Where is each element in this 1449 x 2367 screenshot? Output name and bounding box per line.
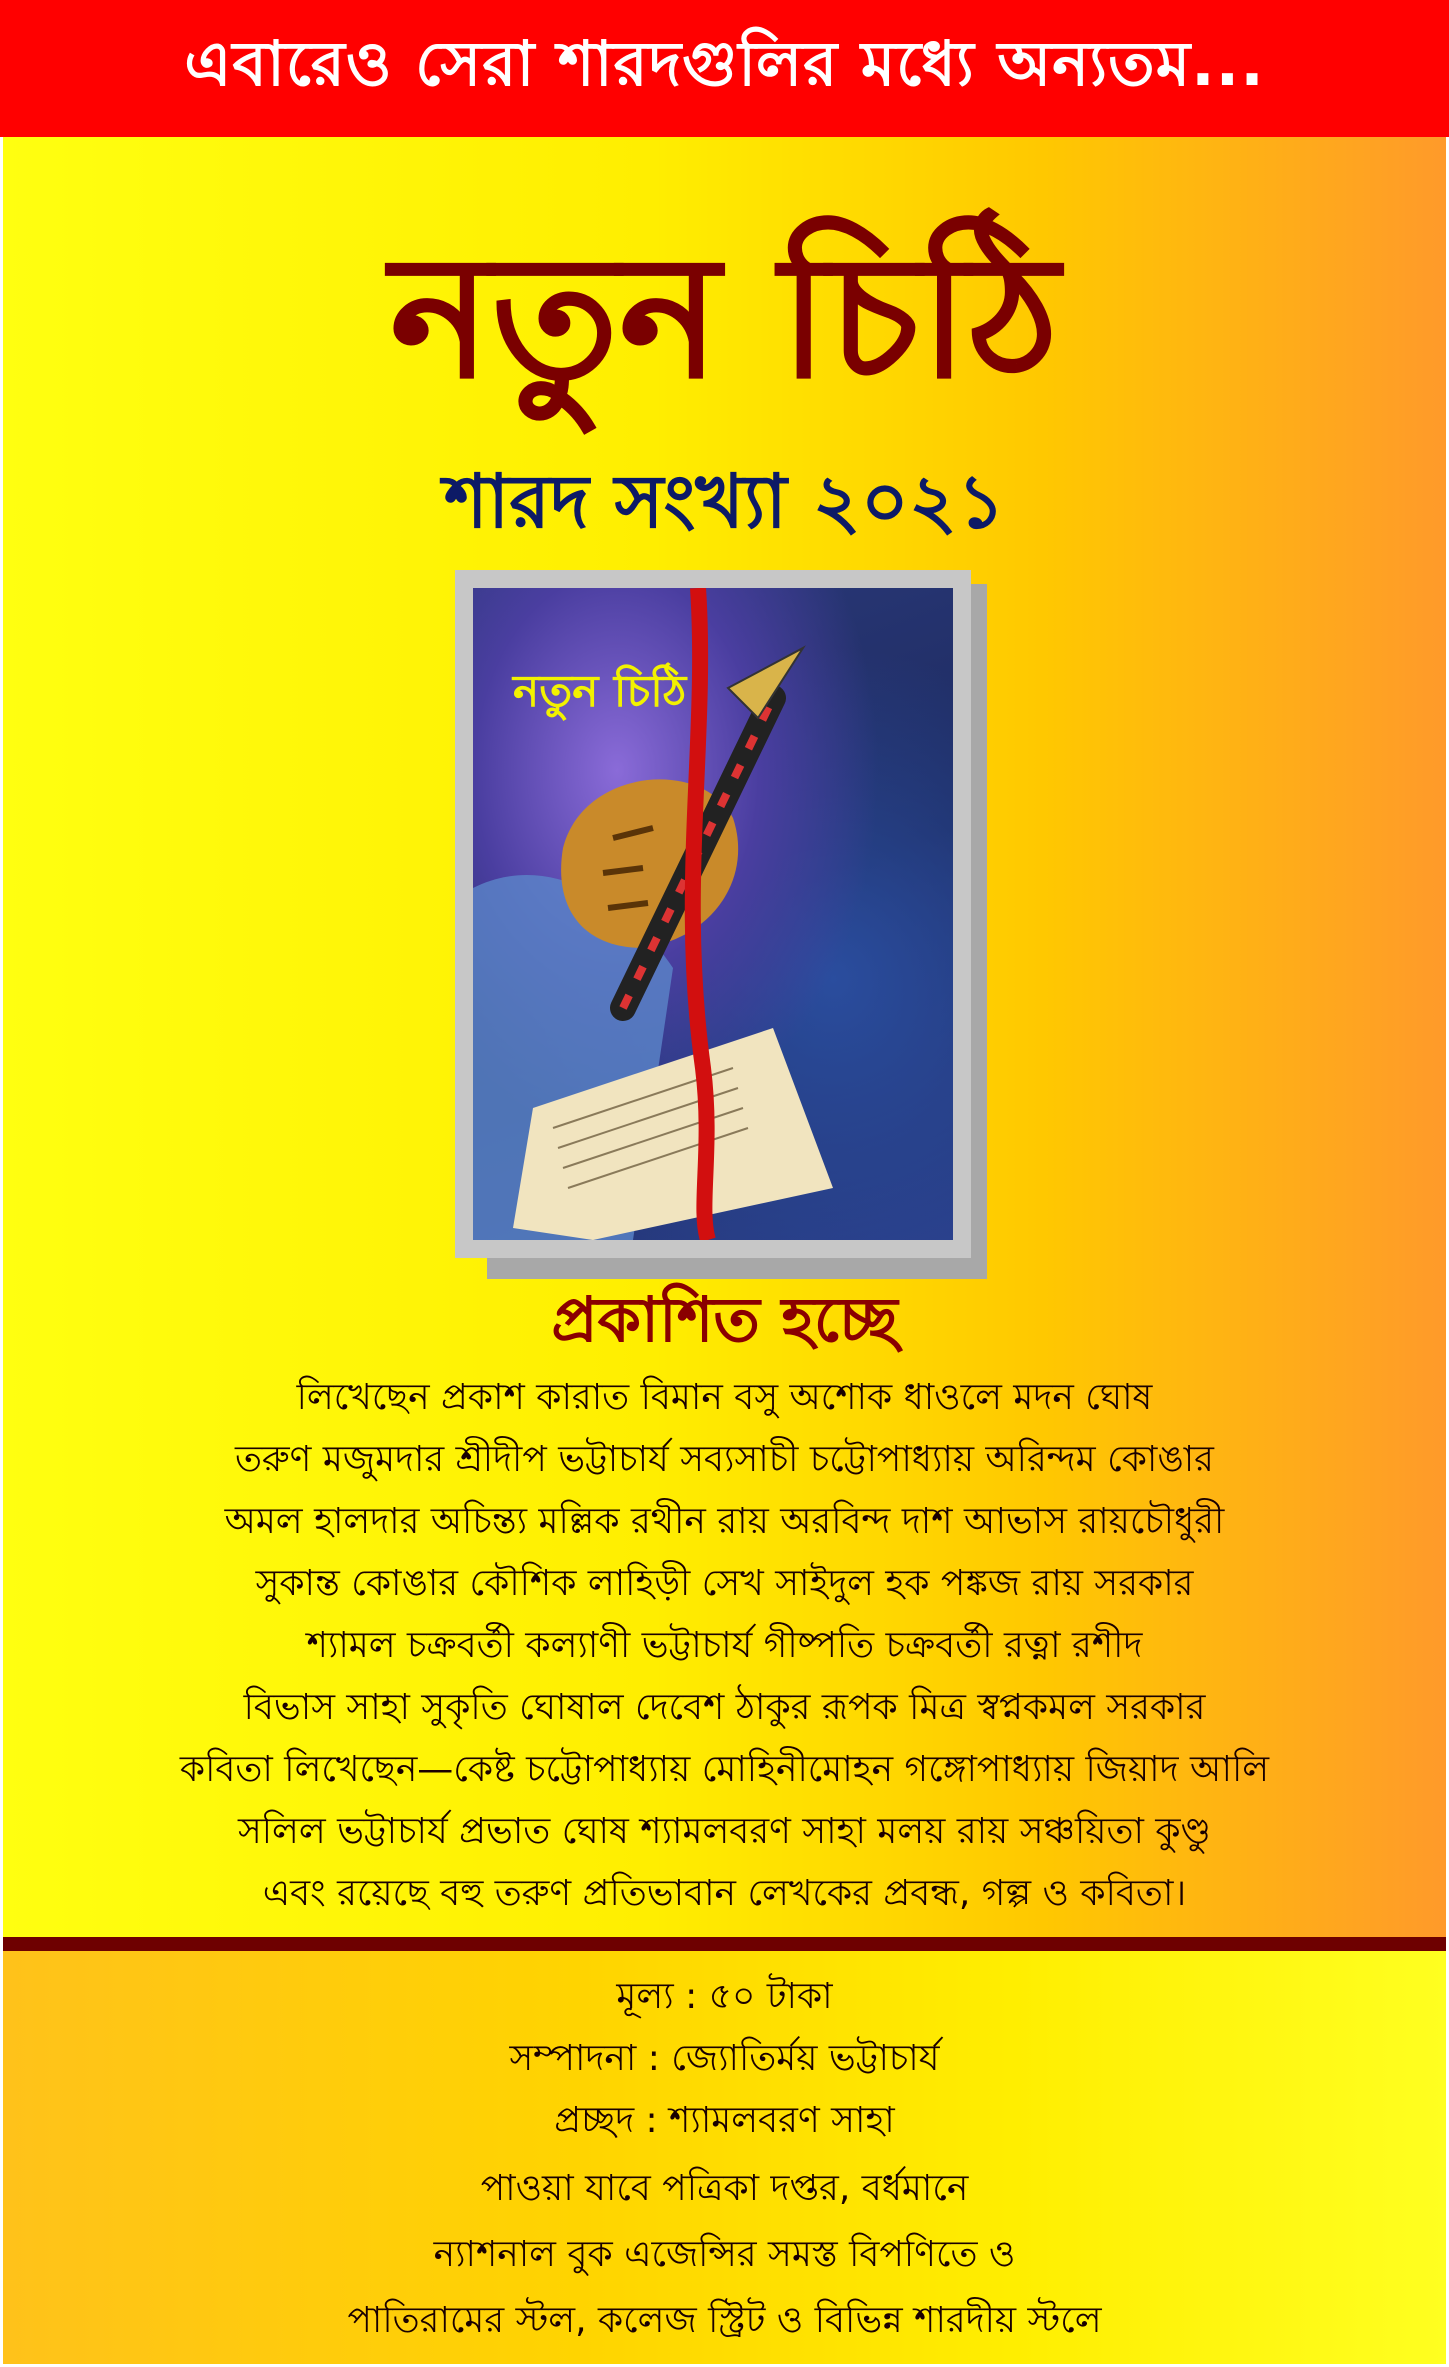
availability-line: পাতিরামের স্টল, কলেজ স্ট্রিট ও বিভিন্ন শারদীয় স্টলে bbox=[347, 2300, 1102, 2341]
author-line: কবিতা লিখেছেন—কেষ্ট চট্টোপাধ্যায় মোহিনীমোহন গঙ্গোপাধ্যায় জিয়াদ আলি bbox=[179, 1749, 1270, 1790]
author-line: সলিল ভট্টাচার্য প্রভাত ঘোষ শ্যামলবরণ সাহা মলয় রায় সঞ্চয়িতা কুণ্ডু bbox=[237, 1811, 1212, 1852]
editor-text: সম্পাদনা : জ্যোতির্ময় ভট্টাচার্য bbox=[509, 2038, 940, 2079]
pen-nib-icon bbox=[728, 648, 803, 718]
announcement-heading: প্রকাশিত হচ্ছে bbox=[551, 1283, 898, 1356]
cover-title: নতুন চিঠি bbox=[513, 666, 687, 717]
issue-subtitle: শারদ সংখ্যা ২০২১ bbox=[444, 459, 1005, 545]
cover-image bbox=[455, 570, 971, 1258]
author-line: তরুণ মজুমদার শ্রীদীপ ভট্টাচার্য সব্যসাচী চট্টোপাধ্যায় অরিন্দম কোঙার bbox=[235, 1439, 1214, 1480]
author-line: লিখেছেন প্রকাশ কারাত বিমান বসু অশোক ধাওলে মদন ঘোষ bbox=[296, 1377, 1153, 1418]
author-line: বিভাস সাহা সুকৃতি ঘোষাল দেবেশ ঠাকুর রূপক মিত্র স্বপ্নকমল সরকার bbox=[243, 1687, 1206, 1728]
availability-line: পাওয়া যাবে পত্রিকা দপ্তর, বর্ধমানে bbox=[480, 2168, 969, 2209]
availability-line: ন্যাশনাল বুক এজেন্সির সমস্ত বিপণিতে ও bbox=[433, 2234, 1016, 2275]
author-line: অমল হালদার অচিন্ত্য মল্লিক রথীন রায় অরবিন্দ দাশ আভাস রায়চৌধুরী bbox=[224, 1501, 1225, 1542]
author-line: এবং রয়েছে বহু তরুণ প্রতিভাবান লেখকের প্রবন্ধ, গল্প ও কবিতা। bbox=[262, 1873, 1187, 1914]
cover-artwork bbox=[473, 588, 953, 1240]
author-line: সুকান্ত কোঙার কৌশিক লাহিড়ী সেখ সাইদুল হক পঙ্কজ রায় সরকার bbox=[255, 1563, 1194, 1604]
main-panel bbox=[3, 137, 1446, 1937]
top-banner bbox=[0, 0, 1449, 137]
magazine-title: নতুন চিঠি bbox=[389, 217, 1060, 417]
author-list bbox=[3, 1367, 1446, 1925]
cover-artist-text: প্রচ্ছদ : শ্যামলবরণ সাহা bbox=[554, 2100, 895, 2141]
banner-text: এবারেও সেরা শারদগুলির মধ্যে অন্যতম... bbox=[184, 27, 1265, 100]
info-panel bbox=[3, 1951, 1446, 2364]
author-line: শ্যামল চক্রবর্তী কল্যাণী ভট্টাচার্য গীষ্পতি চক্রবর্তী রত্না রশীদ bbox=[306, 1625, 1143, 1666]
price-text: মূল্য : ৫০ টাকা bbox=[616, 1976, 833, 2017]
section-divider bbox=[3, 1937, 1446, 1951]
